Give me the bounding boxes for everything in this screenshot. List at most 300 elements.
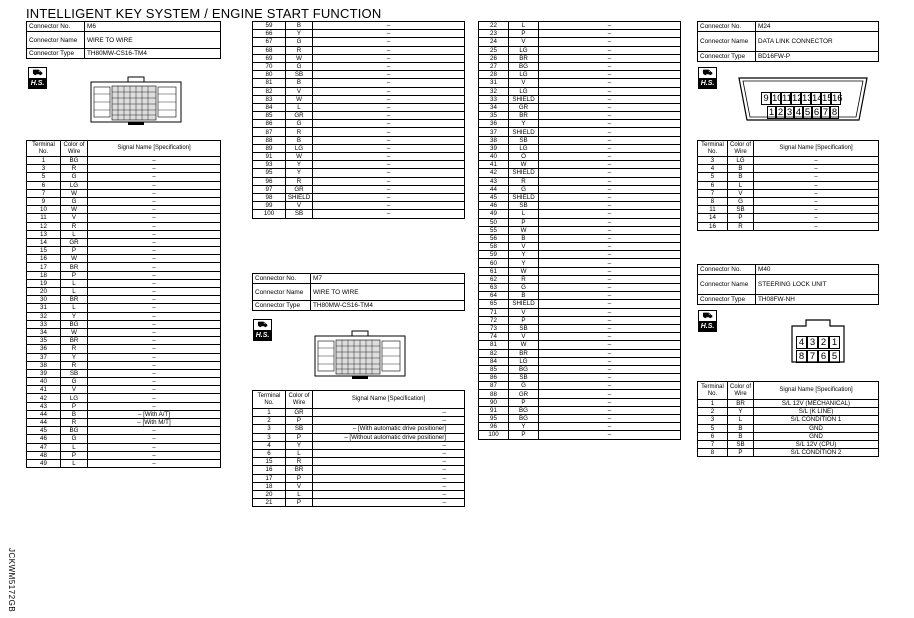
table-row (698, 440, 879, 448)
table-row (27, 451, 221, 459)
table-row (698, 189, 879, 197)
color-cell: B (728, 432, 754, 440)
terminal-cell: 26 (479, 54, 509, 62)
color-cell: G (728, 197, 754, 205)
table-row (253, 136, 465, 144)
terminal-cell: 99 (253, 202, 286, 210)
terminal-cell: 19 (27, 279, 61, 287)
connector-face-icon (314, 328, 406, 380)
color-cell: GR (286, 409, 313, 417)
terminal-cell: 60 (479, 259, 509, 267)
signal-cell: – (539, 144, 681, 152)
table-row (27, 427, 221, 435)
signal-cell: – (539, 87, 681, 95)
signal-cell: – (88, 394, 221, 402)
color-cell: B (286, 22, 313, 30)
color-cell: V (509, 243, 539, 251)
hs-symbol: ⛟ H.S. (28, 67, 47, 89)
terminal-cell: 46 (479, 202, 509, 210)
color-cell: G (509, 284, 539, 292)
signal-cell: – (754, 197, 879, 205)
signal-cell: – (539, 382, 681, 390)
label-connector-name: Connector Name (27, 32, 85, 49)
color-cell: B (509, 234, 539, 242)
signal-cell: – (754, 222, 879, 230)
signal-cell: – (313, 490, 465, 498)
table-row (698, 197, 879, 205)
color-cell: LG (509, 144, 539, 152)
m40-terminal-table (697, 381, 879, 457)
terminal-cell: 87 (479, 382, 509, 390)
color-cell: B (509, 292, 539, 300)
pin-number: 7 (822, 107, 829, 118)
table-row (698, 222, 879, 230)
table-row (27, 378, 221, 386)
terminal-cell: 82 (479, 349, 509, 357)
terminal-cell: 16 (698, 222, 728, 230)
table-row (27, 157, 221, 165)
signal-cell: – [With M/T] (88, 419, 221, 427)
color-cell: V (509, 79, 539, 87)
table-row (27, 247, 221, 255)
signal-cell: – [With A/T] (88, 410, 221, 418)
signal-cell: – (313, 112, 465, 120)
signal-cell: – (88, 386, 221, 394)
table-row (27, 410, 221, 418)
color-cell: BR (61, 296, 88, 304)
color-cell: B (61, 410, 88, 418)
color-cell: W (509, 226, 539, 234)
color-cell: P (728, 214, 754, 222)
table-row (698, 416, 879, 424)
table-row (479, 210, 681, 218)
color-cell: W (509, 267, 539, 275)
pin-number: 4 (796, 336, 807, 349)
signal-cell: S/L 12V (MECHANICAL) (754, 400, 879, 408)
color-cell: Y (286, 30, 313, 38)
signal-cell: – (88, 173, 221, 181)
table-row (253, 128, 465, 136)
signal-cell: – (539, 333, 681, 341)
signal-cell: – (88, 238, 221, 246)
header-terminal: Terminal No. (698, 382, 728, 400)
table-row (253, 103, 465, 111)
terminal-cell: 35 (27, 337, 61, 345)
signal-cell: S/L CONDITION 1 (754, 416, 879, 424)
color-cell: BR (286, 466, 313, 474)
m7-connector-type: TH80MW-CS16-TM4 (311, 301, 465, 311)
color-cell: W (61, 189, 88, 197)
terminal-cell: 44 (27, 419, 61, 427)
label-connector-type: Connector Type (698, 52, 756, 62)
m6-connector-diagram (90, 74, 182, 126)
pin-number: 3 (807, 336, 818, 349)
pin-number: 15 (822, 93, 833, 104)
terminal-cell: 80 (253, 71, 286, 79)
terminal-cell: 31 (27, 304, 61, 312)
m6-connector-type: TH80MW-CS16-TM4 (85, 49, 221, 59)
table-row (253, 449, 465, 457)
color-cell: SB (286, 425, 313, 433)
table-row (27, 328, 221, 336)
terminal-cell: 68 (253, 46, 286, 54)
pin-number: 8 (831, 107, 838, 118)
signal-cell: – (313, 95, 465, 103)
table-row (253, 30, 465, 38)
table-row (27, 386, 221, 394)
terminal-cell: 64 (479, 292, 509, 300)
terminal-cell: 62 (479, 275, 509, 283)
color-cell: R (509, 275, 539, 283)
signal-cell: – (88, 378, 221, 386)
color-cell: L (728, 416, 754, 424)
color-cell: SB (509, 136, 539, 144)
table-row (479, 153, 681, 161)
table-row (479, 365, 681, 373)
table-row (253, 202, 465, 210)
terminal-cell: 34 (479, 103, 509, 111)
color-cell: R (286, 128, 313, 136)
terminal-cell: 46 (27, 435, 61, 443)
m40-connector-no: M40 (756, 265, 879, 275)
table-row (479, 431, 681, 439)
terminal-cell: 28 (479, 71, 509, 79)
signal-cell: – (313, 202, 465, 210)
table-row (479, 292, 681, 300)
signal-cell: – (313, 409, 465, 417)
table-row (698, 181, 879, 189)
m24-connector-diagram (737, 76, 869, 122)
color-cell: BR (61, 263, 88, 271)
terminal-cell: 42 (27, 394, 61, 402)
m7-connector-no: M7 (311, 274, 465, 284)
terminal-cell: 5 (27, 173, 61, 181)
table-row (479, 259, 681, 267)
table-row (253, 441, 465, 449)
header-signal: Signal Name [Specification] (313, 391, 465, 409)
terminal-cell: 74 (479, 333, 509, 341)
terminal-cell: 55 (479, 226, 509, 234)
color-cell: P (509, 218, 539, 226)
table-row (253, 177, 465, 185)
terminal-cell: 72 (479, 316, 509, 324)
signal-cell: – (313, 169, 465, 177)
terminal-cell: 38 (27, 361, 61, 369)
terminal-cell: 1 (253, 409, 286, 417)
terminal-cell: 6 (698, 181, 728, 189)
signal-cell: – (539, 120, 681, 128)
color-cell: P (61, 402, 88, 410)
terminal-cell: 24 (479, 38, 509, 46)
signal-cell: – (313, 210, 465, 218)
color-cell: GR (509, 103, 539, 111)
signal-cell: – (539, 406, 681, 414)
hs-symbol: ⛟ H.S. (698, 67, 717, 89)
color-cell: L (61, 443, 88, 451)
table-row (253, 62, 465, 70)
signal-cell: – (313, 120, 465, 128)
m40-info-table (697, 264, 879, 305)
signal-cell: – (313, 177, 465, 185)
table-row (479, 54, 681, 62)
color-cell: LG (509, 46, 539, 54)
signal-cell: – (313, 46, 465, 54)
m6-terminal-table-continued (252, 21, 465, 219)
label-connector-name: Connector Name (698, 32, 756, 52)
table-row (479, 177, 681, 185)
terminal-cell: 59 (479, 251, 509, 259)
table-row (479, 423, 681, 431)
terminal-cell: 45 (479, 193, 509, 201)
terminal-cell: 2 (698, 408, 728, 416)
terminal-cell: 40 (479, 153, 509, 161)
table-row (27, 304, 221, 312)
table-row (479, 112, 681, 120)
signal-cell: – (539, 423, 681, 431)
table-row (27, 214, 221, 222)
color-cell: BR (509, 54, 539, 62)
signal-cell: – (88, 427, 221, 435)
color-cell: SB (286, 210, 313, 218)
color-cell: LG (728, 157, 754, 165)
m40-connector-diagram (788, 318, 848, 364)
color-cell: W (286, 54, 313, 62)
table-row (479, 308, 681, 316)
table-row (479, 71, 681, 79)
header-terminal: Terminal No. (698, 141, 728, 157)
terminal-cell: 71 (479, 308, 509, 316)
hs-symbol: ⛟ H.S. (698, 310, 717, 332)
signal-cell: – (754, 206, 879, 214)
terminal-cell: 90 (479, 398, 509, 406)
terminal-cell: 16 (253, 466, 286, 474)
terminal-cell: 34 (27, 328, 61, 336)
table-row (479, 374, 681, 382)
terminal-cell: 18 (253, 482, 286, 490)
signal-cell: – (88, 345, 221, 353)
terminal-cell: 65 (479, 300, 509, 308)
color-cell: O (509, 153, 539, 161)
table-row (479, 22, 681, 30)
signal-cell: – (88, 328, 221, 336)
color-cell: G (61, 435, 88, 443)
signal-cell: – (539, 324, 681, 332)
terminal-cell: 9 (27, 197, 61, 205)
terminal-cell: 32 (27, 312, 61, 320)
table-row (479, 357, 681, 365)
color-cell: SB (286, 71, 313, 79)
signal-cell: – (539, 251, 681, 259)
terminal-cell: 2 (253, 417, 286, 425)
table-row (253, 425, 465, 433)
table-row (698, 408, 879, 416)
signal-cell: – (539, 46, 681, 54)
m24-info-table (697, 21, 879, 62)
signal-cell: – (539, 415, 681, 423)
m24-connector-no: M24 (756, 22, 879, 32)
color-cell: V (509, 333, 539, 341)
signal-cell: – (539, 202, 681, 210)
signal-cell: – (539, 284, 681, 292)
color-cell: L (61, 230, 88, 238)
table-row (253, 474, 465, 482)
signal-cell: – (539, 234, 681, 242)
table-row (479, 267, 681, 275)
pin-number: 11 (782, 93, 792, 104)
color-cell: P (61, 247, 88, 255)
table-row (253, 95, 465, 103)
signal-cell: – (313, 193, 465, 201)
signal-cell: – (754, 165, 879, 173)
signal-cell: – (88, 459, 221, 467)
terminal-cell: 48 (27, 451, 61, 459)
terminal-cell: 20 (253, 490, 286, 498)
color-cell: R (61, 361, 88, 369)
color-cell: Y (728, 408, 754, 416)
terminal-cell: 4 (698, 165, 728, 173)
terminal-cell: 50 (479, 218, 509, 226)
terminal-cell: 6 (27, 181, 61, 189)
table-row (479, 218, 681, 226)
car-icon: ⛟ (698, 310, 717, 322)
signal-cell: – (313, 144, 465, 152)
signal-cell: – (539, 103, 681, 111)
terminal-cell: 14 (698, 214, 728, 222)
signal-cell: – (539, 316, 681, 324)
signal-cell: – (539, 38, 681, 46)
signal-cell: – (313, 458, 465, 466)
color-cell: Y (286, 169, 313, 177)
terminal-cell: 91 (253, 153, 286, 161)
signal-cell: – (88, 263, 221, 271)
m7-terminal-table-continued (478, 21, 681, 440)
color-cell: SB (728, 440, 754, 448)
signal-cell: – (539, 210, 681, 218)
color-cell: P (286, 474, 313, 482)
table-row (27, 230, 221, 238)
color-cell: SB (509, 202, 539, 210)
table-row (253, 433, 465, 441)
table-row (479, 95, 681, 103)
color-cell: B (728, 424, 754, 432)
terminal-cell: 86 (479, 374, 509, 382)
signal-cell: – (88, 337, 221, 345)
color-cell: V (61, 386, 88, 394)
color-cell: V (286, 482, 313, 490)
signal-cell: – (539, 22, 681, 30)
terminal-cell: 12 (27, 222, 61, 230)
signal-cell: – (88, 369, 221, 377)
terminal-cell: 96 (479, 423, 509, 431)
table-row (479, 79, 681, 87)
signal-cell: – (313, 185, 465, 193)
color-cell: LG (509, 357, 539, 365)
color-cell: SHIELD (286, 193, 313, 201)
signal-cell: – (313, 71, 465, 79)
table-row (27, 181, 221, 189)
table-row (27, 312, 221, 320)
connector-face-icon (90, 74, 182, 126)
color-cell: R (286, 458, 313, 466)
table-row (253, 409, 465, 417)
signal-cell: – (88, 222, 221, 230)
terminal-cell: 31 (479, 79, 509, 87)
terminal-cell: 14 (27, 238, 61, 246)
table-row (698, 424, 879, 432)
signal-cell: – (539, 431, 681, 439)
terminal-cell: 37 (479, 128, 509, 136)
pin-number: 3 (786, 107, 793, 118)
terminal-cell: 6 (253, 449, 286, 457)
m24-connector-type: BD16FW-P (756, 52, 879, 62)
color-cell: BG (509, 415, 539, 423)
signal-cell: – (313, 482, 465, 490)
signal-cell: – (539, 267, 681, 275)
table-row (479, 390, 681, 398)
terminal-cell: 59 (253, 22, 286, 30)
pin-number: 9 (761, 92, 771, 105)
table-row (479, 103, 681, 111)
table-row (698, 449, 879, 457)
terminal-cell: 67 (253, 38, 286, 46)
color-cell: G (61, 197, 88, 205)
terminal-cell: 44 (479, 185, 509, 193)
signal-cell: – (754, 157, 879, 165)
header-color: Color of Wire (728, 382, 754, 400)
header-terminal: Terminal No. (253, 391, 286, 409)
color-cell: BG (509, 406, 539, 414)
label-connector-no: Connector No. (698, 22, 756, 32)
label-connector-type: Connector Type (253, 301, 311, 311)
signal-cell: – (539, 243, 681, 251)
table-row (27, 394, 221, 402)
signal-cell: – (754, 173, 879, 181)
table-row (479, 169, 681, 177)
color-cell: BG (509, 365, 539, 373)
signal-cell: – (88, 312, 221, 320)
table-row (479, 87, 681, 95)
color-cell: LG (61, 394, 88, 402)
terminal-cell: 7 (27, 189, 61, 197)
m24-terminal-table (697, 140, 879, 231)
color-cell: L (509, 210, 539, 218)
terminal-cell: 84 (479, 357, 509, 365)
terminal-cell: 88 (253, 136, 286, 144)
terminal-cell: 36 (479, 120, 509, 128)
color-cell: W (61, 255, 88, 263)
table-row (253, 161, 465, 169)
table-row (479, 324, 681, 332)
color-cell: Y (286, 441, 313, 449)
color-cell: V (728, 189, 754, 197)
pin-number: 6 (813, 107, 820, 118)
header-signal: Signal Name [Specification] (754, 141, 879, 157)
m24-pin-row-bottom (767, 102, 839, 120)
header-terminal: Terminal No. (27, 141, 61, 157)
color-cell: P (61, 271, 88, 279)
terminal-cell: 37 (27, 353, 61, 361)
terminal-cell: 3 (698, 157, 728, 165)
color-cell: V (509, 38, 539, 46)
terminal-cell: 1 (698, 400, 728, 408)
table-row (479, 275, 681, 283)
pin-number: 5 (804, 107, 811, 118)
table-row (27, 279, 221, 287)
signal-cell: S/L CONDITION 2 (754, 449, 879, 457)
terminal-cell: 85 (479, 365, 509, 373)
terminal-cell: 35 (479, 112, 509, 120)
terminal-cell: 40 (27, 378, 61, 386)
